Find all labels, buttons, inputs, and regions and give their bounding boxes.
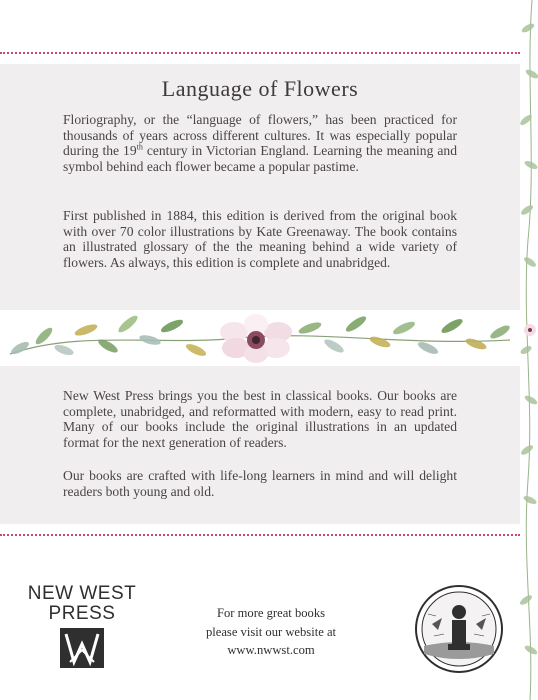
publisher-paragraph-2: Our books are crafted with life-long learners in mind and will delight readers both young and old. <box>63 468 457 499</box>
top-dotted-divider <box>0 52 520 54</box>
footer-url: www.nwwst.com <box>227 643 315 657</box>
logo-line-2: PRESS <box>48 603 116 624</box>
intro-paragraph-2: First published in 1884, this edition is derived from the original book with over 70 color illustrations by Kate Greenaway. The book contains an illustrated glossary of the the meaning behind a wide variety of flowers. As always, this edition is complete and unabridged. <box>63 208 457 270</box>
publisher-logo <box>14 584 150 668</box>
bottom-dotted-divider <box>0 534 520 536</box>
logo-mark-icon <box>60 628 104 668</box>
page-title: Language of Flowers <box>161 76 359 101</box>
floral-banner-illustration <box>0 310 520 366</box>
footer-website-note <box>188 604 354 660</box>
footer-line-2: please visit our website at <box>205 624 337 639</box>
intro-paragraph-1: Floriography, or the “language of flowers,” has been practiced for thousands of years across different cultures. It was especially popular during the 19th century in Victorian England. Learning the meaning and symbol behind each flower became a popular pastime. <box>63 112 457 174</box>
publisher-paragraph-1: New West Press brings you the best in classical books. Our books are complete, unabridged, and reformatted with modern, easy to read print. Many of our books include the original illustrations in an updated format for the next generation of readers. <box>63 388 457 450</box>
logo-line-1: NEW WEST <box>27 583 137 604</box>
footer-line-1: For more great books <box>216 606 326 620</box>
engraved-seal-illustration <box>414 584 504 674</box>
